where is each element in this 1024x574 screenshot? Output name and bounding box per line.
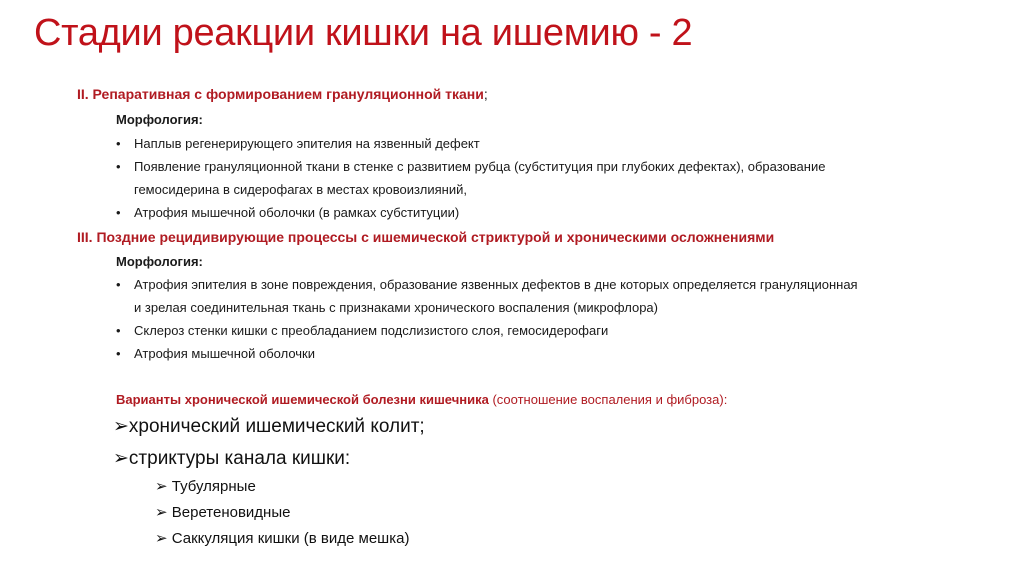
arrow-bullet-icon: ➢ (113, 448, 129, 469)
bullet-text-continued: гемосидерина в сидерофагах в местах кровоизлияний, (134, 182, 467, 197)
variants-heading-text: Варианты хронической ишемической болезни кишечника (116, 392, 489, 407)
bullet-dot: • (116, 277, 121, 292)
bullet-dot: • (116, 205, 121, 220)
stage-2-morphology-label: Морфология: (116, 112, 203, 127)
arrow-bullet-icon: ➢ (155, 504, 168, 521)
bullet-dot: • (116, 136, 121, 151)
variant-sub-item-text: Тубулярные (171, 478, 256, 495)
bullet-text: Наплыв регенерирующего эпителия на язвенный дефект (134, 136, 480, 151)
variant-sub-item-3 (155, 529, 409, 547)
stage-3-bullet-1 (116, 273, 976, 319)
bullet-text-continued: и зрелая соединительная ткань с признаками хронического воспаления (микрофлора) (134, 300, 658, 315)
arrow-bullet-icon: ➢ (113, 416, 129, 437)
stage-2-bullet-2 (116, 155, 976, 201)
stage-3-morphology-label: Морфология: (116, 254, 203, 269)
bullet-dot: • (116, 159, 121, 174)
bullet-dot: • (116, 323, 121, 338)
variant-item-text: стриктуры канала кишки: (128, 448, 351, 469)
variant-item-1 (113, 415, 425, 438)
bullet-text: Склероз стенки кишки с преобладанием подслизистого слоя, гемосидерофаги (134, 323, 609, 338)
variant-sub-item-text: Саккуляция кишки (в виде мешка) (171, 530, 410, 547)
stage-2-heading-text: II. Репаративная с формированием грануляционной ткани (77, 86, 484, 102)
bullet-text: Атрофия мышечной оболочки (134, 346, 315, 361)
stage-3-bullet-2 (116, 319, 976, 342)
bullet-text: Атрофия мышечной оболочки (в рамках субституции) (134, 205, 460, 220)
variants-heading (116, 392, 727, 407)
stage-2-bullet-3 (116, 201, 976, 224)
variant-sub-item-text: Веретеновидные (171, 504, 291, 521)
bullet-text: Появление грануляционной ткани в стенке с развитием рубца (субституция при глубоких дефектах), образование (134, 159, 826, 174)
stage-3-bullet-3 (116, 342, 976, 365)
variant-sub-item-1 (155, 477, 256, 495)
stage-2-heading (77, 86, 488, 102)
stage-2-heading-tail: ; (483, 86, 488, 102)
variants-heading-paren: (соотношение воспаления и фиброза): (488, 392, 728, 407)
stage-3-heading: III. Поздние рецидивирующие процессы с ишемической стриктурой и хроническими осложнениями (77, 229, 775, 245)
variant-sub-item-2 (155, 503, 290, 521)
arrow-bullet-icon: ➢ (155, 530, 168, 547)
bullet-text: Атрофия эпителия в зоне повреждения, образование язвенных дефектов в дне которых определяется грануляционная (134, 277, 858, 292)
stage-2-bullet-1 (116, 132, 976, 155)
slide-title: Стадии реакции кишки на ишемию - 2 (34, 12, 693, 54)
bullet-dot: • (116, 346, 121, 361)
variant-item-2 (113, 447, 350, 470)
arrow-bullet-icon: ➢ (155, 478, 168, 495)
variant-item-text: хронический ишемический колит; (128, 416, 425, 437)
